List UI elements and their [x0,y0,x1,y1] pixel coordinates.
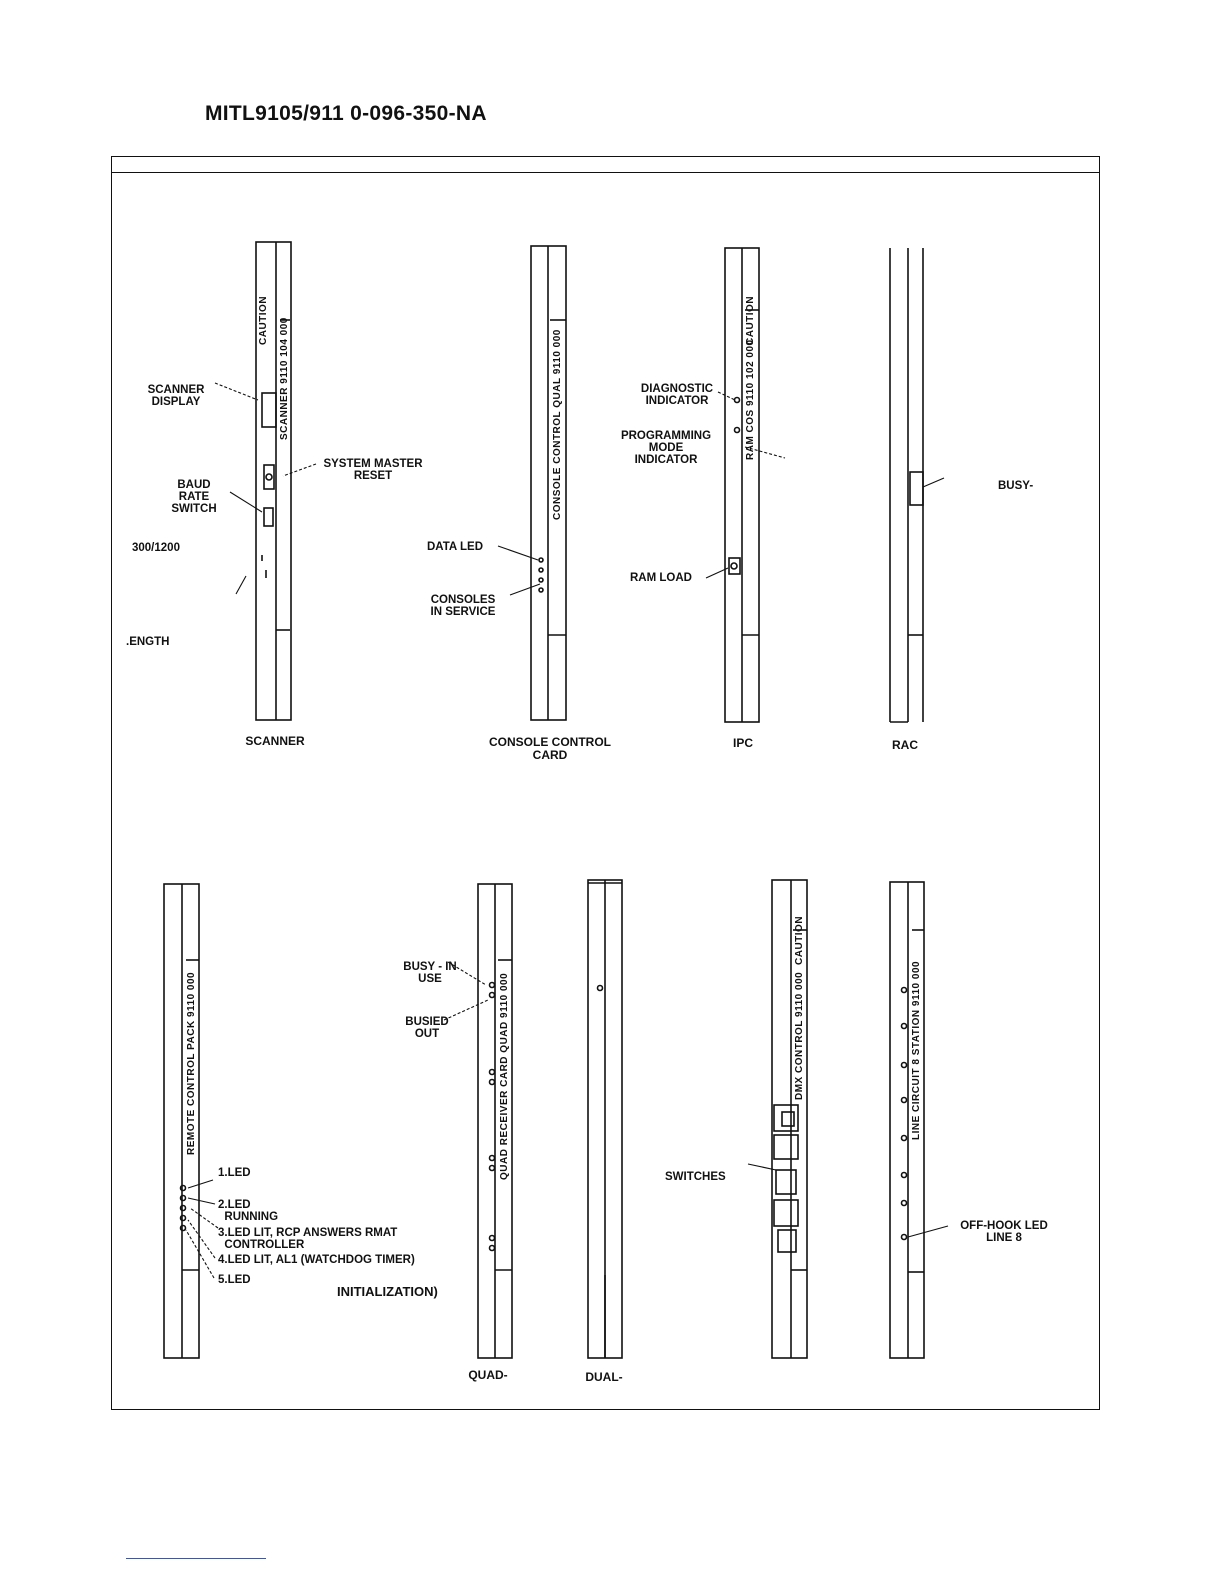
dmx-caution-label: CAUTION [794,915,805,965]
dual-caption: DUAL- [585,1370,623,1384]
busied-out-label: BUSIED OUT [405,1016,449,1040]
baud-values-label: 300/1200 [132,542,180,554]
led5-label: 5.LED [218,1274,251,1286]
programming-mode-indicator-label: PROGRAMMING MODE INDICATOR [620,430,712,466]
scanner-caution-label: CAUTION [258,295,269,345]
rac-caption: RAC [892,738,918,752]
dual-card [588,880,622,1358]
rcp-vertical-label: REMOTE CONTROL PACK 9110 000 [186,971,197,1155]
system-master-reset-label: SYSTEM MASTER RESET [323,458,423,482]
quad-caption: QUAD- [468,1368,508,1382]
line-circuit-vertical-label: LINE CIRCUIT 8 STATION 9110 000 [911,960,922,1140]
off-hook-led-label: OFF-HOOK LED LINE 8 [960,1220,1048,1244]
busy-label: BUSY- [998,480,1034,492]
dmx-vertical-label: DMX CONTROL 9110 000 [794,971,805,1100]
initialization-label: INITIALIZATION) [337,1284,438,1299]
led1-label: 1.LED [218,1167,251,1179]
callout-leaders [186,383,948,1278]
ram-load-label: RAM LOAD [630,572,692,584]
ipc-vertical-label: RAM COS 9110 102 000 [745,339,756,460]
consoles-in-service-label: CONSOLES IN SERVICE [430,594,496,618]
rac-card [890,248,923,722]
switches-label: SWITCHES [665,1171,726,1183]
console-control-vertical-label: CONSOLE CONTROL QUAL 9110 000 [552,329,563,520]
data-led-label: DATA LED [427,541,484,553]
quad-vertical-label: QUAD RECEIVER CARD QUAD 9110 000 [499,972,510,1180]
led4-label: 4.LED LIT, AL1 (WATCHDOG TIMER) [218,1254,415,1266]
busy-in-use-label: BUSY - IN USE [403,961,457,985]
scanner-caption: SCANNER [245,734,305,748]
document-header: MITL9105/911 0-096-350-NA [205,102,487,125]
baud-rate-switch-label: BAUD RATE SWITCH [171,479,217,515]
ipc-caption: IPC [732,736,753,750]
ipc-caution-label: CAUTION [745,295,756,345]
length-label: .ENGTH [126,636,170,648]
scanner-vertical-label: SCANNER 9110 104 000 [279,317,290,440]
diagnostic-indicator-label: DIAGNOSTIC INDICATOR [640,383,714,407]
led3-label: 3.LED LIT, RCP ANSWERS RMAT CONTROLLER [218,1227,398,1251]
footer-rule [126,1558,266,1559]
scanner-display-label: SCANNER DISPLAY [147,384,205,408]
console-control-caption: CONSOLE CONTROL CARD [489,735,611,762]
led2-label: 2.LED RUNNING [218,1199,279,1223]
